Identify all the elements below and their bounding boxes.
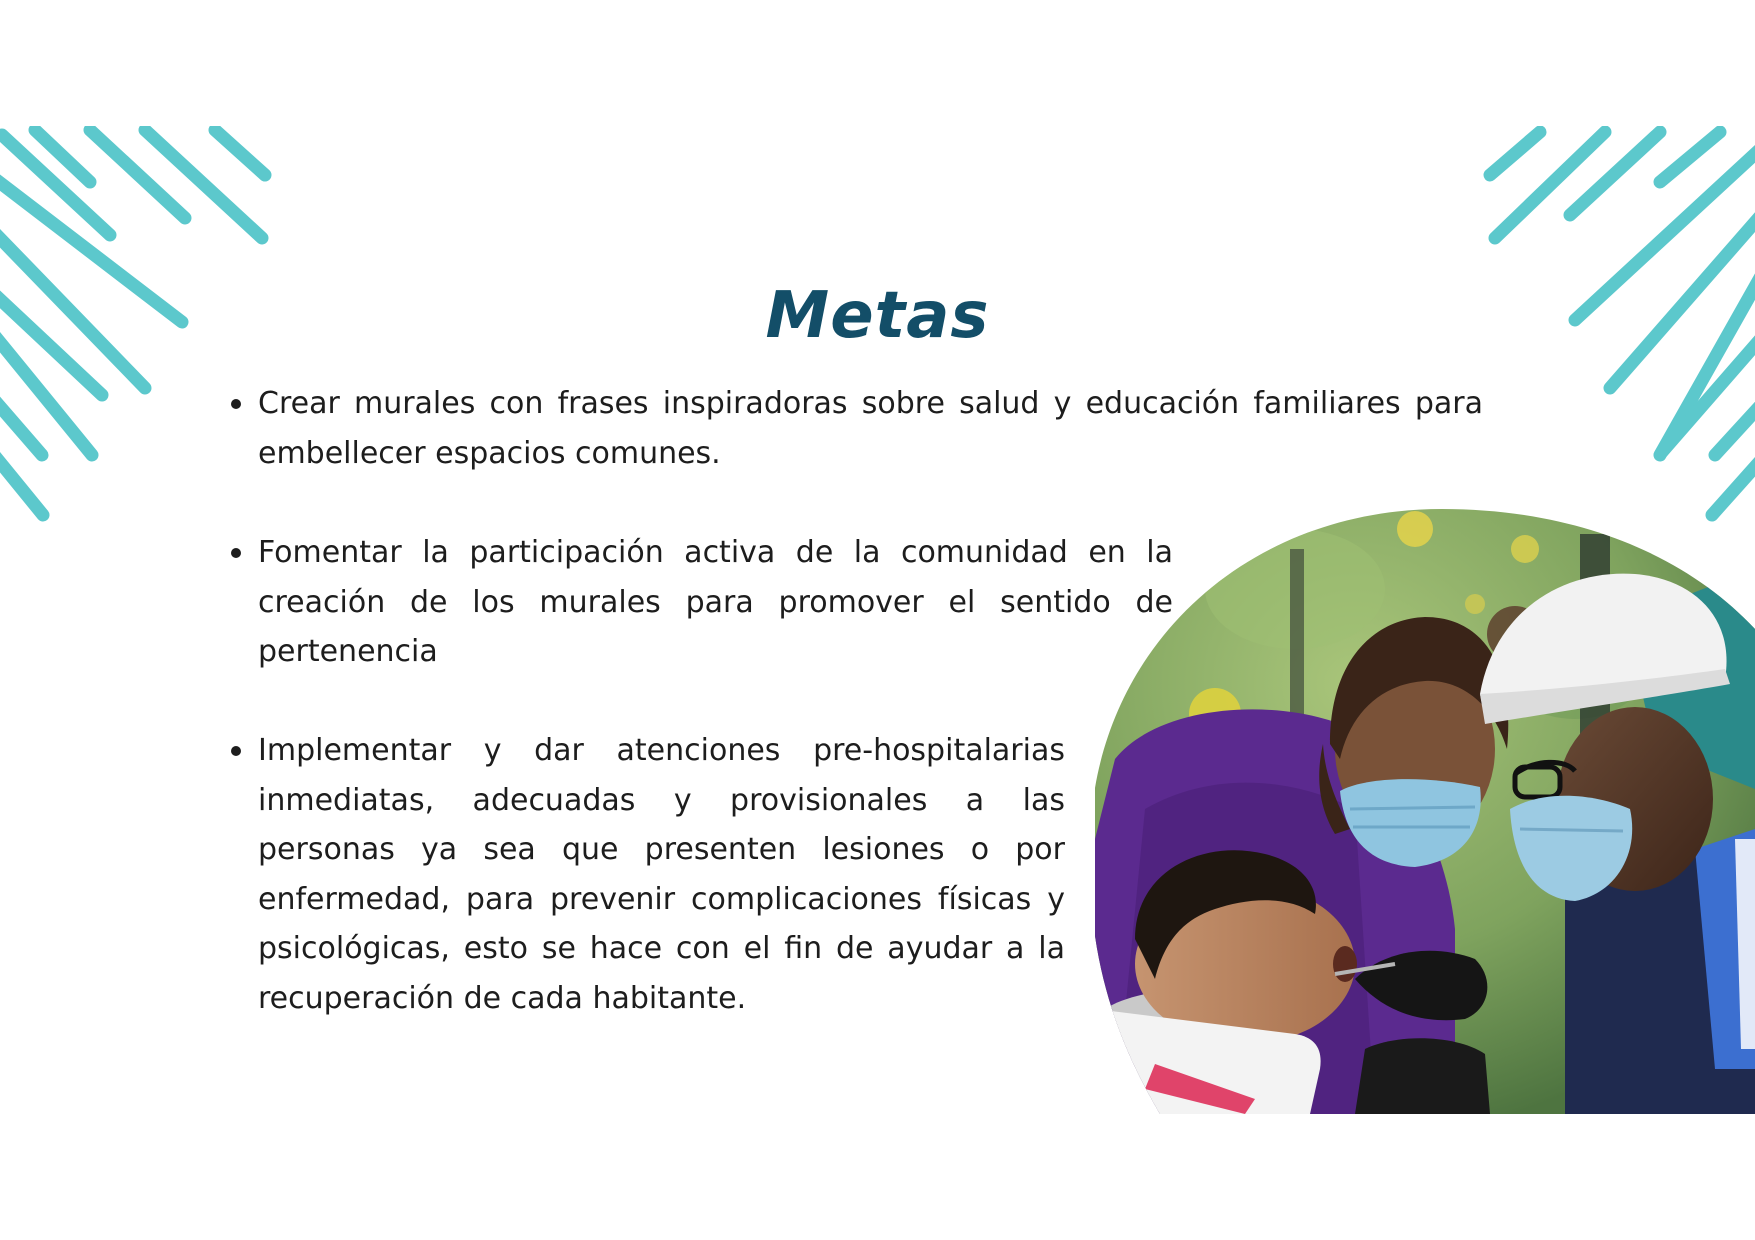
page-title: Metas	[765, 279, 990, 353]
goal-item: Fomentar la participación activa de la comunidad en la creación de los murales para promover el sentido de pertenencia	[258, 528, 1173, 677]
dental-checkup-photo	[1095, 509, 1755, 1114]
goal-item: Crear murales con frases inspiradoras sobre salud y educación familiares para embellecer espacios comunes.	[258, 379, 1483, 478]
goal-item: Implementar y dar atenciones pre-hospitalarias inmediatas, adecuadas y provisionales a las personas ya sea que presenten lesiones o por enfermedad, para prevenir complicaciones físicas y psicológicas, esto se hace con el fin de ayudar a la recuperación de cada habitante.	[258, 726, 1065, 1023]
